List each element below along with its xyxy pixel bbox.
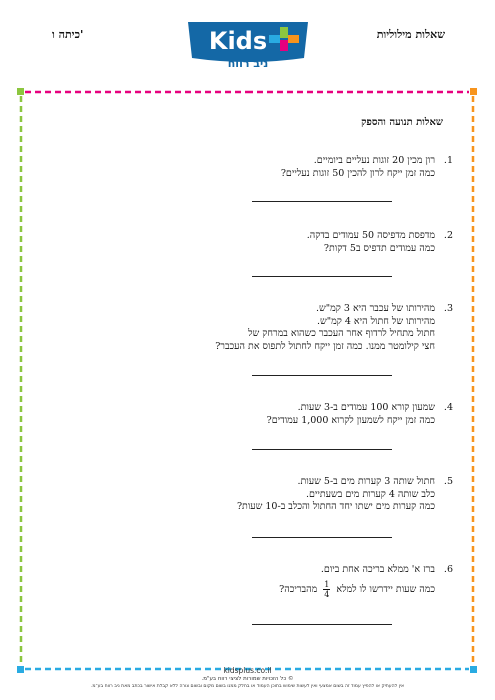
question-text: חתול שותה 3 קערות מים ב-5 שעות. — [297, 476, 435, 487]
question-number: 2. — [443, 230, 453, 241]
answer-line-1 — [252, 201, 392, 202]
question-4 — [53, 402, 453, 427]
question-1 — [53, 155, 453, 180]
section-title: שאלות תנועה והספק — [361, 117, 443, 128]
question-text: כמה עמודים תדפיס ב5 דקות? — [323, 242, 435, 254]
footer-legal-note: אין להעתיק או להפיץ עמוד זה בשום אמצעי ואין לעשות שימוש בתוכן העמוד או בחלק ממנו בשום מקום ובשום צורה ללא קבלת אישור בכתב מאת ניב רווח בע"מ. — [90, 684, 405, 689]
question-text: מדפסת מדפיסה 50 עמודים בדקה. — [306, 230, 435, 241]
question-text: כמה זמן ייקח לרון להכין 50 זוגות נעליים? — [280, 167, 435, 179]
fraction-numerator: 1 — [324, 579, 330, 589]
question-text: ברז א' ממלא בריכה אחת ביום. — [320, 564, 435, 575]
question-text: כמה זמן ייקח לשמעון לקרוא 1,000 עמודים? — [266, 414, 435, 426]
question-text: מהבריכה? — [279, 583, 318, 595]
question-3 — [53, 303, 453, 353]
fraction-denominator: 4 — [324, 589, 330, 599]
kids-plus-logo — [186, 20, 310, 76]
question-text-with-fraction — [53, 580, 435, 599]
question-text: כמה קערות מים ישתו יחד החתול והכלב ב-10 שעות? — [236, 501, 435, 512]
question-text: רון מכין 20 זוגות נעליים ביומיים. — [313, 155, 435, 166]
question-text: מהירותו של חתול היא 4 קמ"ש. — [316, 315, 435, 327]
answer-line-2 — [252, 276, 392, 277]
question-number: 6. — [443, 564, 453, 575]
question-number: 5. — [443, 476, 453, 487]
answer-line-5 — [252, 537, 392, 538]
question-number: 3. — [443, 303, 453, 314]
question-text: מהירותו של עכבר היא 3 קמ"ש. — [316, 303, 435, 314]
grade-label: כיתה ו' — [52, 28, 84, 41]
worksheet-category: שאלות מילוליות — [376, 28, 445, 41]
question-number: 1. — [443, 155, 453, 166]
question-text: כמה שעות יידרשו לו למלא — [336, 583, 435, 595]
question-text: כלב שותה 4 קערות מים בשעתיים. — [305, 488, 435, 500]
question-5 — [53, 476, 453, 514]
answer-line-4 — [252, 449, 392, 450]
answer-line-3 — [252, 375, 392, 376]
question-6 — [53, 564, 453, 599]
footer-website: kidsplus.co.il — [223, 666, 272, 675]
question-text: חצי קילומטר ממנו. כמה זמן ייקח לחתול לתפוס את העכבר? — [215, 340, 435, 352]
question-text: שמעון קורא 100 עמודים ב-3 שעות. — [297, 402, 435, 413]
fraction-one-quarter — [323, 580, 330, 599]
answer-line-6 — [252, 624, 392, 625]
logo-subtitle: ניב רווח — [227, 57, 269, 70]
logo-text: Kids — [208, 27, 268, 55]
question-text: חתול מתחיל לרדוף אחר העכבר כשהוא במרחק של — [248, 328, 435, 339]
footer-copyright: © כל הזכויות שמורות לציצי רווח בע"מ. — [201, 676, 294, 682]
question-2 — [53, 230, 453, 255]
question-number: 4. — [443, 402, 453, 413]
